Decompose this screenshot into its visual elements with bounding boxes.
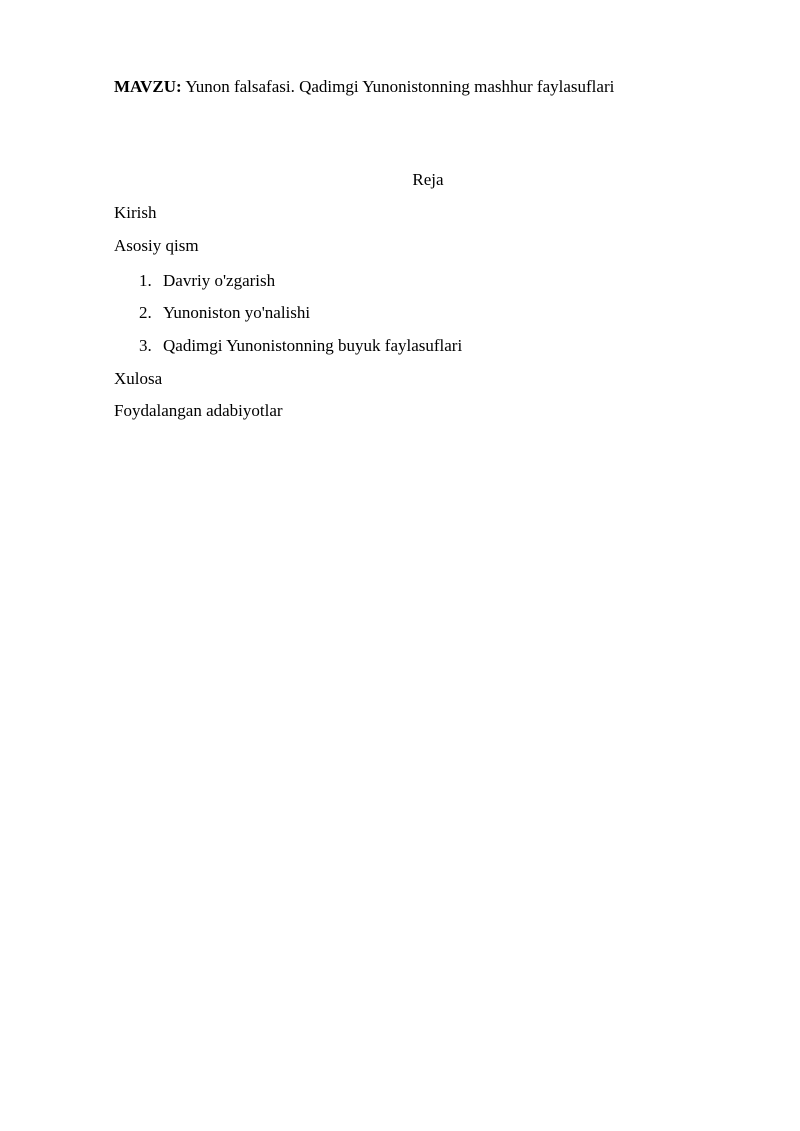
list-item-text: Davriy o'zgarish [163,271,276,290]
list-item-number: 2. [139,303,152,322]
plan-item-references: Foydalangan adabiyotlar [114,401,283,420]
list-item [139,270,275,292]
topic-line [114,76,734,98]
plan-item-conclusion: Xulosa [114,369,163,388]
list-item [139,302,310,324]
list-item [139,335,462,357]
list-item-number: 3. [139,336,152,355]
topic-title: Yunon falsafasi. Qadimgi Yunonistonning mashhur faylasuflari [185,77,615,96]
topic-label: MAVZU: [114,77,182,96]
plan-heading: Reja [412,170,444,189]
plan-item-intro: Kirish [114,203,157,222]
list-item-text: Qadimgi Yunonistonning buyuk faylasuflari [163,336,463,355]
list-item-text: Yunoniston yo'nalishi [163,303,311,322]
list-item-number: 1. [139,271,152,290]
plan-item-main-part: Asosiy qism [114,236,199,255]
